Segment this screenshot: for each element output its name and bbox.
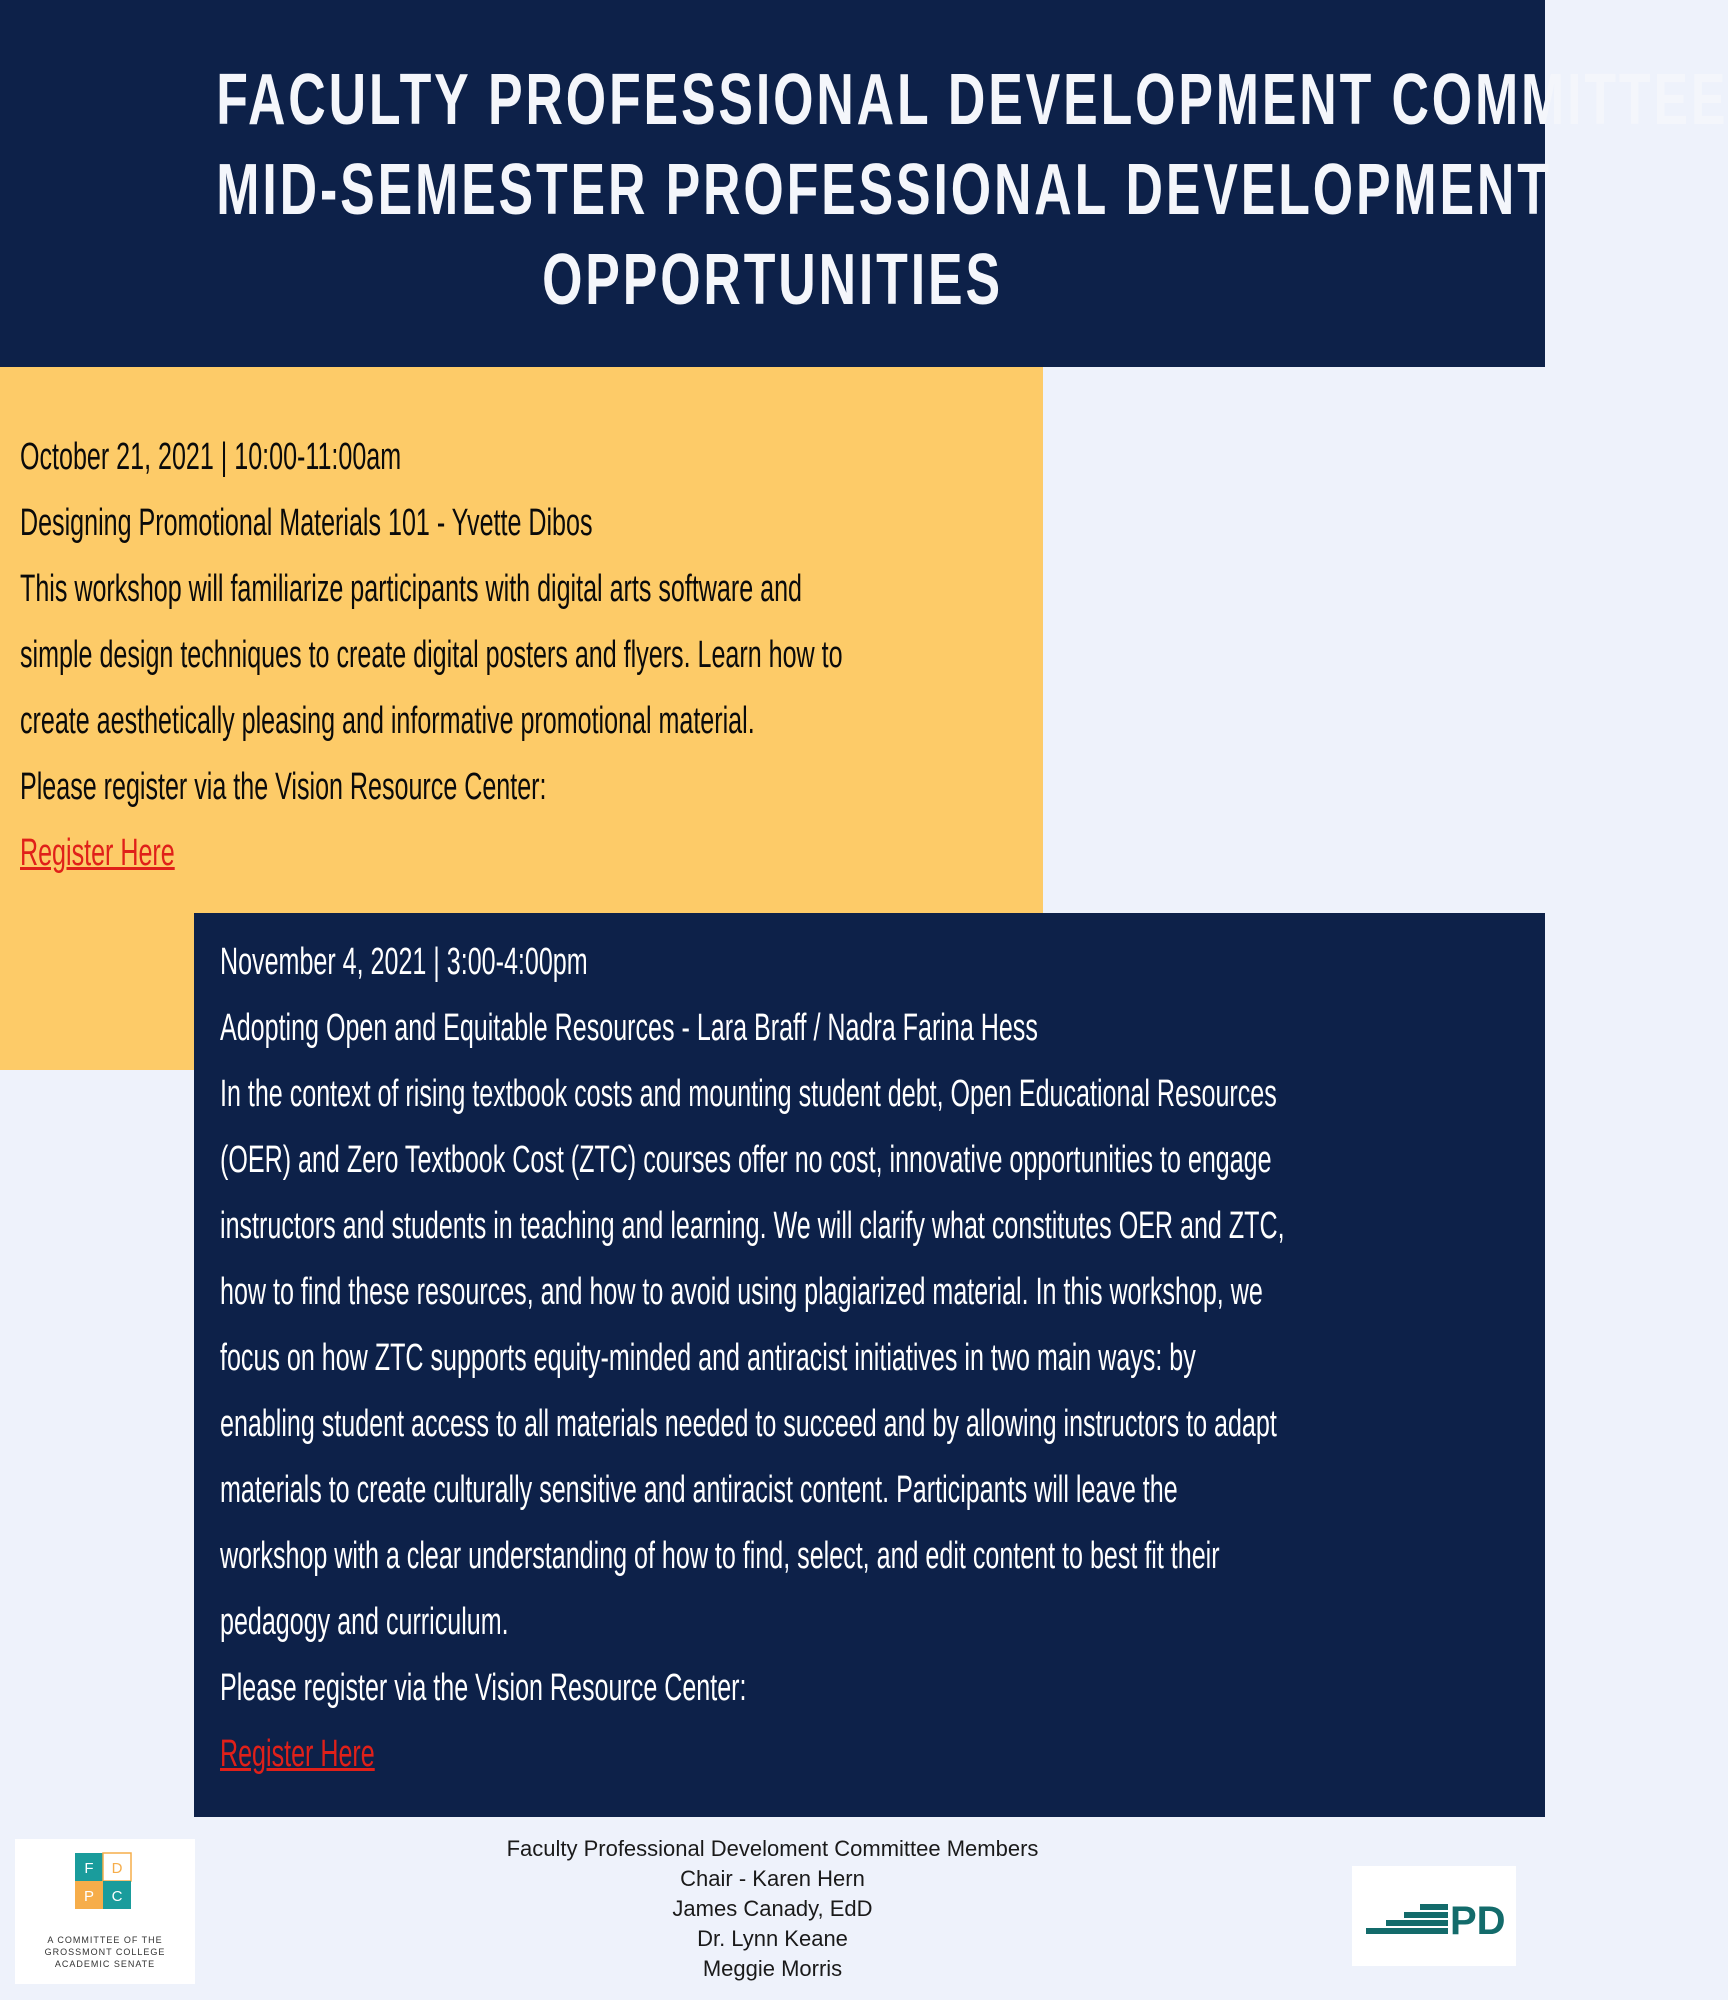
committee-members [400, 1834, 1145, 1984]
event-2-description-line: In the context of rising textbook costs and mounting student debt, Open Educational Resources [220, 1073, 1277, 1115]
pd-step-bar [1404, 1912, 1448, 1918]
pd-logo [1352, 1866, 1516, 1966]
event-2-register-prompt: Please register via the Vision Resource Center: [220, 1667, 747, 1709]
pd-logo-graphic [1352, 1866, 1516, 1966]
fdpc-logo-graphic [15, 1839, 195, 1984]
page-title-line-3: OPPORTUNITIES [542, 240, 1003, 320]
committee-member: Meggie Morris [702, 1956, 843, 1981]
fdpc-logo [15, 1839, 195, 1984]
event-2-title: Adopting Open and Equitable Resources - Lara Braff / Nadra Farina Hess [220, 1007, 1038, 1049]
committee-member: Dr. Lynn Keane [697, 1926, 848, 1951]
event-1-description-line: create aesthetically pleasing and informative promotional material. [20, 700, 755, 742]
event-1-register-link[interactable]: Register Here [20, 832, 175, 874]
event-2-description-line: focus on how ZTC supports equity-minded and antiracist initiatives in two main ways: by [220, 1337, 1196, 1379]
fdpc-letter: C [111, 1888, 123, 1905]
pd-logo-text: PD [1450, 1899, 1506, 1943]
event-2-description-line: enabling student access to all materials needed to succeed and by allowing instructors to adapt [220, 1403, 1277, 1445]
pd-step-bar [1386, 1920, 1448, 1926]
fdpc-letter: D [111, 1860, 123, 1877]
event-2-description-line: (OER) and Zero Textbook Cost (ZTC) courses offer no cost, innovative opportunities to engage [220, 1139, 1272, 1181]
event-2-date-time: November 4, 2021 | 3:00-4:00pm [220, 941, 588, 983]
fdpc-caption-line: A COMMITTEE OF THE [47, 1935, 163, 1945]
committee-member: Chair - Karen Hern [680, 1866, 865, 1891]
event-2-description-line: pedagogy and curriculum. [220, 1601, 509, 1643]
committee-member: James Canady, EdD [672, 1896, 873, 1921]
event-2-description-line: materials to create culturally sensitive and antiracist content. Participants will leave the [220, 1469, 1178, 1511]
event-1-date-time: October 21, 2021 | 10:00-11:00am [20, 436, 402, 478]
event-2-description-line: instructors and students in teaching and learning. We will clarify what constitutes OER and ZTC, [220, 1205, 1285, 1247]
pd-step-bar [1366, 1928, 1448, 1934]
fdpc-letter: F [84, 1860, 94, 1877]
event-1-title: Designing Promotional Materials 101 - Yvette Dibos [20, 502, 593, 544]
pd-step-bar [1420, 1904, 1448, 1910]
event-1-description-line: This workshop will familiarize participants with digital arts software and [20, 568, 802, 610]
committee-heading: Faculty Professional Develoment Committee Members [506, 1836, 1039, 1861]
fdpc-caption-line: ACADEMIC SENATE [54, 1959, 156, 1969]
fdpc-caption-line: GROSSMONT COLLEGE [44, 1947, 166, 1957]
event-2-description-line: workshop with a clear understanding of how to find, select, and edit content to best fit their [220, 1535, 1220, 1577]
fdpc-letter: P [83, 1888, 95, 1905]
page-title-line-1: FACULTY PROFESSIONAL DEVELOPMENT COMMITTEE [216, 60, 1728, 140]
event-2-register-link[interactable]: Register Here [220, 1733, 375, 1775]
event-1-register-prompt: Please register via the Vision Resource Center: [20, 766, 547, 808]
event-2-description-line: how to find these resources, and how to avoid using plagiarized material. In this workshop, we [220, 1271, 1263, 1313]
header-banner [0, 0, 1728, 367]
page-title-line-2: MID-SEMESTER PROFESSIONAL DEVELOPMENT [216, 150, 1552, 230]
event-1-description-line: simple design techniques to create digital posters and flyers. Learn how to [20, 634, 843, 676]
